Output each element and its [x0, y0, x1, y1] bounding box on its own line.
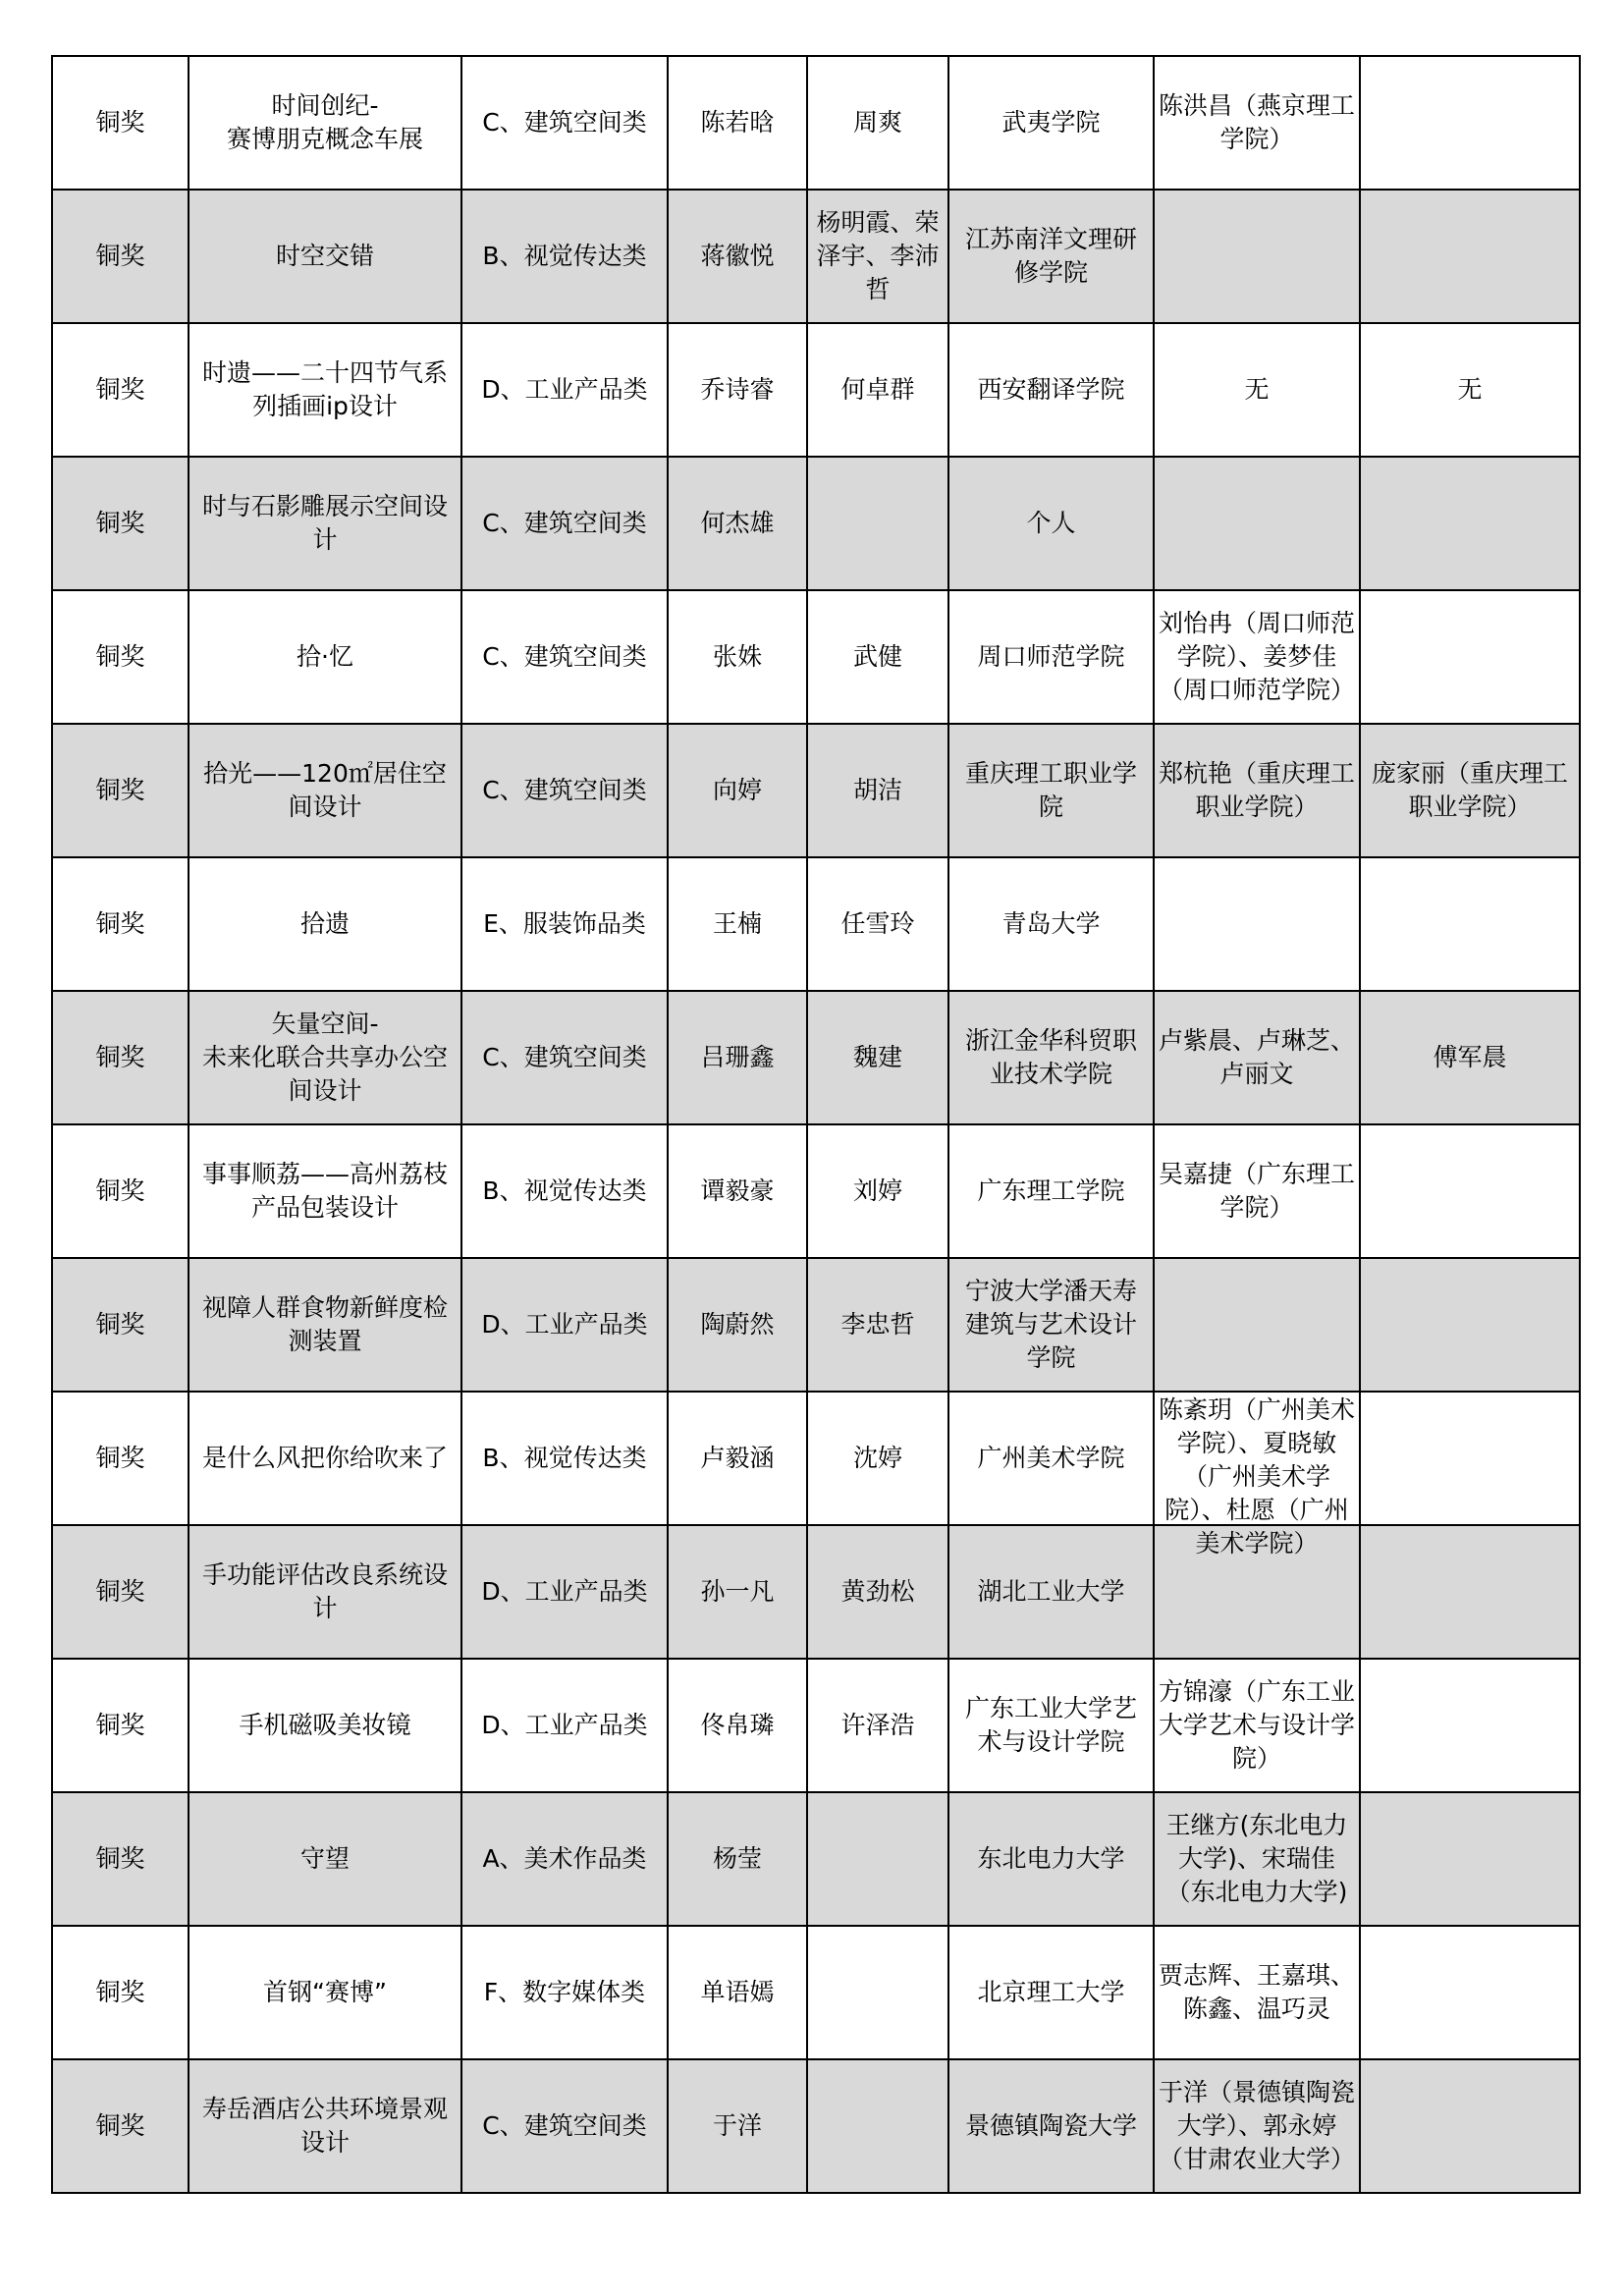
table-row	[52, 323, 1580, 457]
category-cell: B、视觉传达类	[461, 1392, 668, 1525]
coauthor-cell: 何卓群	[807, 323, 948, 457]
award-cell: 铜奖	[52, 724, 189, 857]
advisor-cell: 无	[1154, 323, 1360, 457]
table-row	[52, 2059, 1580, 2193]
coauthor-cell: 沈婷	[807, 1392, 948, 1525]
school-cell: 景德镇陶瓷大学	[948, 2059, 1154, 2193]
author-cell: 张姝	[668, 590, 807, 724]
school-cell: 个人	[948, 457, 1154, 590]
extra-cell	[1360, 190, 1580, 323]
author-cell: 陶蔚然	[668, 1258, 807, 1392]
category-cell: E、服装饰品类	[461, 857, 668, 991]
advisor-cell: 刘怡冉（周口师范学院）、姜梦佳（周口师范学院）	[1154, 590, 1360, 724]
award-cell: 铜奖	[52, 2059, 189, 2193]
school-cell: 广州美术学院	[948, 1392, 1154, 1525]
extra-cell	[1360, 1659, 1580, 1792]
title-cell: 时间创纪- 赛博朋克概念车展	[189, 56, 461, 190]
author-cell: 单语嫣	[668, 1926, 807, 2059]
extra-cell	[1360, 1525, 1580, 1659]
coauthor-cell	[807, 1926, 948, 2059]
author-cell: 吕珊鑫	[668, 991, 807, 1124]
coauthor-cell: 黄劲松	[807, 1525, 948, 1659]
table-row	[52, 457, 1580, 590]
advisor-cell: 贾志辉、王嘉琪、陈鑫、温巧灵	[1154, 1926, 1360, 2059]
advisor-cell	[1154, 1258, 1360, 1392]
school-cell: 北京理工大学	[948, 1926, 1154, 2059]
table-row	[52, 724, 1580, 857]
school-cell: 浙江金华科贸职业技术学院	[948, 991, 1154, 1124]
author-cell: 孙一凡	[668, 1525, 807, 1659]
coauthor-cell	[807, 457, 948, 590]
table-row	[52, 1659, 1580, 1792]
category-cell: D、工业产品类	[461, 1659, 668, 1792]
award-cell: 铜奖	[52, 1258, 189, 1392]
extra-cell	[1360, 1926, 1580, 2059]
category-cell: D、工业产品类	[461, 1525, 668, 1659]
coauthor-cell: 周爽	[807, 56, 948, 190]
award-cell: 铜奖	[52, 1124, 189, 1258]
author-cell: 卢毅涵	[668, 1392, 807, 1525]
award-cell: 铜奖	[52, 991, 189, 1124]
title-cell: 拾光——120㎡居住空间设计	[189, 724, 461, 857]
award-cell: 铜奖	[52, 1525, 189, 1659]
coauthor-cell: 胡洁	[807, 724, 948, 857]
extra-cell: 无	[1360, 323, 1580, 457]
author-cell: 佟帛璘	[668, 1659, 807, 1792]
author-cell: 乔诗睿	[668, 323, 807, 457]
extra-cell: 庞家丽（重庆理工职业学院）	[1360, 724, 1580, 857]
title-cell: 时遗——二十四节气系列插画ip设计	[189, 323, 461, 457]
advisor-cell: 方锦濠（广东工业大学艺术与设计学院）	[1154, 1659, 1360, 1792]
title-cell: 手功能评估改良系统设计	[189, 1525, 461, 1659]
coauthor-cell: 杨明霞、荣泽宇、李沛哲	[807, 190, 948, 323]
table-row	[52, 1926, 1580, 2059]
category-cell: D、工业产品类	[461, 323, 668, 457]
advisor-cell	[1154, 190, 1360, 323]
coauthor-cell: 刘婷	[807, 1124, 948, 1258]
table-row	[52, 857, 1580, 991]
extra-cell: 傅军晨	[1360, 991, 1580, 1124]
coauthor-cell: 武健	[807, 590, 948, 724]
school-cell: 宁波大学潘天寿建筑与艺术设计学院	[948, 1258, 1154, 1392]
extra-cell	[1360, 1124, 1580, 1258]
extra-cell	[1360, 1792, 1580, 1926]
title-cell: 事事顺荔——高州荔枝产品包装设计	[189, 1124, 461, 1258]
title-cell: 矢量空间- 未来化联合共享办公空间设计	[189, 991, 461, 1124]
school-cell: 东北电力大学	[948, 1792, 1154, 1926]
table-row	[52, 56, 1580, 190]
coauthor-cell: 魏建	[807, 991, 948, 1124]
title-cell: 守望	[189, 1792, 461, 1926]
category-cell: B、视觉传达类	[461, 190, 668, 323]
table-row	[52, 1258, 1580, 1392]
advisor-cell: 吴嘉捷（广东理工学院）	[1154, 1124, 1360, 1258]
category-cell: C、建筑空间类	[461, 457, 668, 590]
award-cell: 铜奖	[52, 1392, 189, 1525]
title-cell: 是什么风把你给吹来了	[189, 1392, 461, 1525]
award-cell: 铜奖	[52, 323, 189, 457]
author-cell: 蒋徽悦	[668, 190, 807, 323]
table-row	[52, 190, 1580, 323]
table-row	[52, 1392, 1580, 1525]
school-cell: 广东理工学院	[948, 1124, 1154, 1258]
author-cell: 王楠	[668, 857, 807, 991]
coauthor-cell: 李忠哲	[807, 1258, 948, 1392]
title-cell: 视障人群食物新鲜度检测装置	[189, 1258, 461, 1392]
award-cell: 铜奖	[52, 1792, 189, 1926]
table-row	[52, 991, 1580, 1124]
category-cell: C、建筑空间类	[461, 724, 668, 857]
author-cell: 于洋	[668, 2059, 807, 2193]
category-cell: C、建筑空间类	[461, 590, 668, 724]
award-cell: 铜奖	[52, 56, 189, 190]
author-cell: 谭毅豪	[668, 1124, 807, 1258]
coauthor-cell: 任雪玲	[807, 857, 948, 991]
school-cell: 武夷学院	[948, 56, 1154, 190]
table-row	[52, 1525, 1580, 1659]
advisor-cell	[1154, 457, 1360, 590]
extra-cell	[1360, 857, 1580, 991]
author-cell: 杨莹	[668, 1792, 807, 1926]
category-cell: C、建筑空间类	[461, 2059, 668, 2193]
advisor-cell: 于洋（景德镇陶瓷大学）、郭永婷（甘肃农业大学）	[1154, 2059, 1360, 2193]
table-row	[52, 590, 1580, 724]
category-cell: C、建筑空间类	[461, 991, 668, 1124]
author-cell: 陈若晗	[668, 56, 807, 190]
table-row	[52, 1792, 1580, 1926]
school-cell: 江苏南洋文理研修学院	[948, 190, 1154, 323]
extra-cell	[1360, 457, 1580, 590]
advisor-cell: 陈紊玥（广州美术学院）、夏晓敏（广州美术学院）、杜愿（广州美术学院）	[1154, 1392, 1360, 1525]
title-cell: 寿岳酒店公共环境景观设计	[189, 2059, 461, 2193]
extra-cell	[1360, 56, 1580, 190]
school-cell: 广东工业大学艺术与设计学院	[948, 1659, 1154, 1792]
award-cell: 铜奖	[52, 1659, 189, 1792]
awards-table	[51, 55, 1581, 2194]
school-cell: 湖北工业大学	[948, 1525, 1154, 1659]
category-cell: F、数字媒体类	[461, 1926, 668, 2059]
extra-cell	[1360, 1258, 1580, 1392]
advisor-cell: 王继方(东北电力大学)、宋瑞佳（东北电力大学)	[1154, 1792, 1360, 1926]
title-cell: 首钢“赛博”	[189, 1926, 461, 2059]
award-cell: 铜奖	[52, 1926, 189, 2059]
coauthor-cell: 许泽浩	[807, 1659, 948, 1792]
coauthor-cell	[807, 2059, 948, 2193]
coauthor-cell	[807, 1792, 948, 1926]
extra-cell	[1360, 590, 1580, 724]
award-cell: 铜奖	[52, 457, 189, 590]
school-cell: 周口师范学院	[948, 590, 1154, 724]
award-cell: 铜奖	[52, 190, 189, 323]
school-cell: 重庆理工职业学院	[948, 724, 1154, 857]
school-cell: 西安翻译学院	[948, 323, 1154, 457]
title-cell: 时与石影雕展示空间设计	[189, 457, 461, 590]
author-cell: 何杰雄	[668, 457, 807, 590]
category-cell: A、美术作品类	[461, 1792, 668, 1926]
school-cell: 青岛大学	[948, 857, 1154, 991]
advisor-cell: 陈洪昌（燕京理工学院）	[1154, 56, 1360, 190]
extra-cell	[1360, 2059, 1580, 2193]
advisor-cell: 郑杭艳（重庆理工职业学院）	[1154, 724, 1360, 857]
title-cell: 手机磁吸美妆镜	[189, 1659, 461, 1792]
table-row	[52, 1124, 1580, 1258]
title-cell: 拾·忆	[189, 590, 461, 724]
category-cell: B、视觉传达类	[461, 1124, 668, 1258]
award-cell: 铜奖	[52, 590, 189, 724]
title-cell: 时空交错	[189, 190, 461, 323]
title-cell: 拾遗	[189, 857, 461, 991]
extra-cell	[1360, 1392, 1580, 1525]
category-cell: D、工业产品类	[461, 1258, 668, 1392]
category-cell: C、建筑空间类	[461, 56, 668, 190]
author-cell: 向婷	[668, 724, 807, 857]
advisor-cell	[1154, 857, 1360, 991]
advisor-cell: 卢紫晨、卢琳芝、卢丽文	[1154, 991, 1360, 1124]
award-cell: 铜奖	[52, 857, 189, 991]
